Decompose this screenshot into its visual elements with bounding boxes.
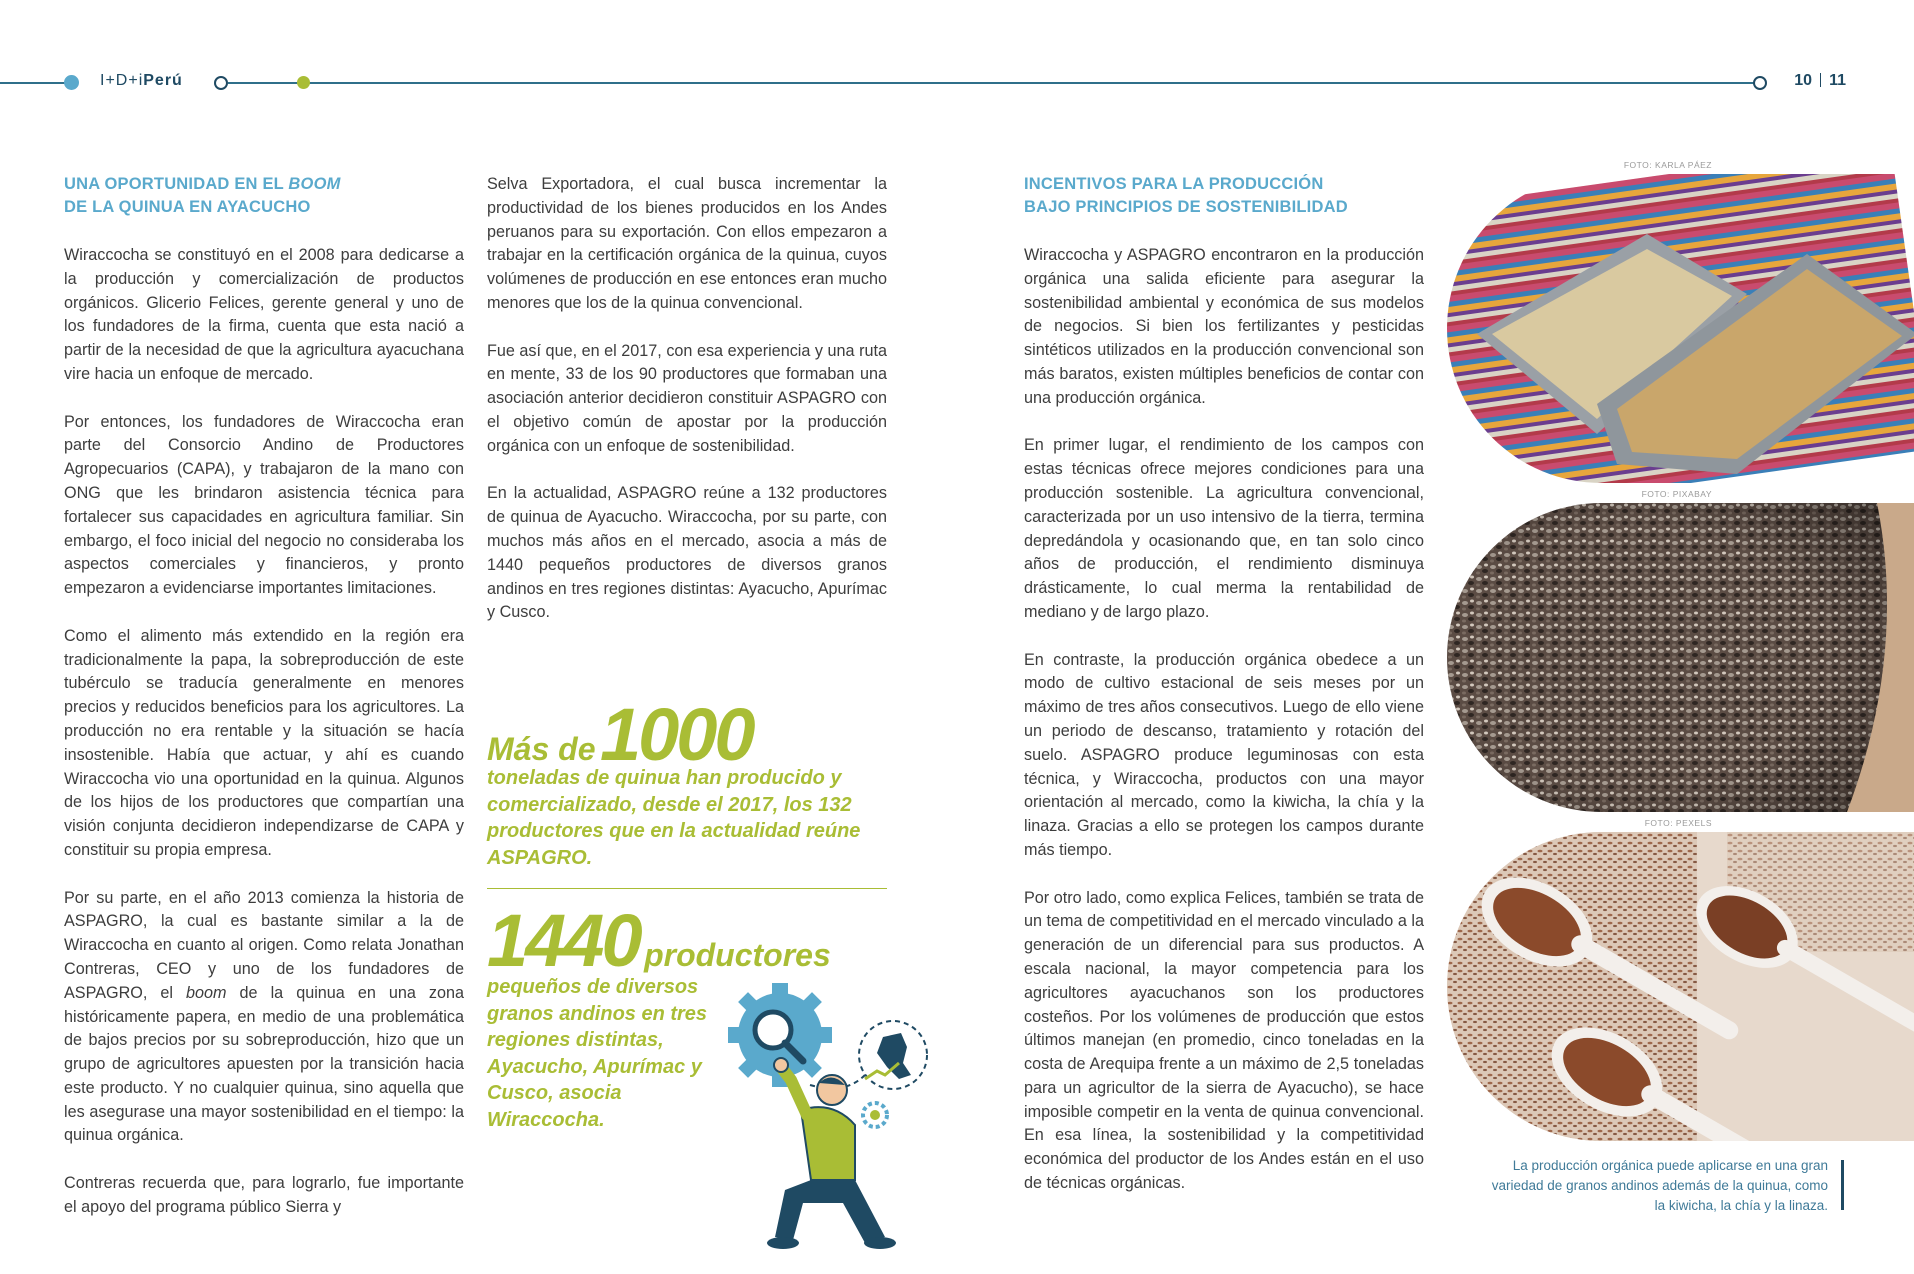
text: Por su parte, en el año 2013 comienza la historia de ASPAGRO, la cual es bastante similar a la de Wiraccocha en cuanto al origen. Como relata Jonathan Contreras, CEO y uno de los fundadores de ASPAGRO, el <box>64 888 464 1002</box>
paragraph: Wiraccocha se constituyó en el 2008 para dedicarse a la producción y comercialización de productos orgánicos. Glicerio Felices, gerente general y uno de los fundadores de la firma, cuenta que esta nació a partir de la necesidad de que la agricultura ayacuchana vire hacia un enfoque de mercado. <box>64 246 464 383</box>
quinoa-scoops-photo <box>1447 174 1914 483</box>
left-column <box>64 244 464 1243</box>
paragraph: En contraste, la producción orgánica obedece a un modo de cultivo estacional de seis meses por un máximo de tres años consecutivos. Luego de ello viene un periodo de descanso, tratamiento y rotación del suelo. ASPAGRO produce leguminosas con esta técnica, y Wiraccocha, productos con una mayor orientación al mercado, como la kiwicha, la chía y la linaza. Gracias a ello se protegen los campos durante más tiempo. <box>1024 650 1424 859</box>
photo-credit: FOTO: KARLA PÁEZ <box>1623 160 1712 170</box>
right-column <box>1024 244 1424 1220</box>
paragraph <box>64 887 464 1149</box>
peru-map-icon <box>859 1021 927 1089</box>
page-right: 11 <box>1829 72 1846 89</box>
chia-seeds-photo <box>1447 503 1914 812</box>
stat-2-number: 1440 <box>487 899 640 982</box>
brand-prefix: I+D+i <box>100 72 144 89</box>
header-rule <box>0 82 72 84</box>
page-left: 10 <box>1794 72 1813 89</box>
heading-text: DE LA QUINUA EN AYACUCHO <box>64 198 311 216</box>
stat-2-headline <box>487 899 831 982</box>
paragraph: En la actualidad, ASPAGRO reúne a 132 productores de quinua de Ayacucho. Wiraccocha, por su parte, con muchos más años en el mercado, asocia a más de 1440 pequeños productores de diversos granos andinos en tres regiones distintas: Ayacucho, Apurímac y Cusco. <box>487 484 887 622</box>
text: de la quinua en una zona históricamente papera, en medio de una problemática de bajos precios por su sobreproducción, hizo que un grupo de agricultores apuesten por la transición hacia este producto. Y no cualquier quinua, sino aquella que les asegurase una mayor sostenibilidad en el tiempo: la quinua orgánica. <box>64 983 464 1145</box>
stat-2-suffix: productores <box>644 937 831 973</box>
section-heading-incentivos <box>1024 173 1348 219</box>
paragraph: Fue así que, en el 2017, con esa experiencia y una ruta en mente, 33 de los 90 productores que formaban una asociación anterior decidieron constituir ASPAGRO con el objetivo común de apostar por la producción orgánica con un enfoque de sostenibilidad. <box>487 341 887 455</box>
header-dot-ring <box>214 76 228 90</box>
header-dot-ring-right <box>1753 76 1767 90</box>
paragraph: Wiraccocha y ASPAGRO encontraron en la producción orgánica una salida eficiente para asegurar la sostenibilidad ambiental y económica de sus modelos de negocios. Si bien los fertilizantes y pesticidas sintéticos utilizados en la producción convencional son más baratos, existen múltiples beneficios de contar con una producción orgánica. <box>1024 246 1424 407</box>
stat-divider <box>487 888 887 889</box>
section-heading-boom <box>64 173 341 219</box>
caption-accent-bar <box>1841 1160 1844 1210</box>
heading-text: BAJO PRINCIPIOS DE SOSTENIBILIDAD <box>1024 198 1348 216</box>
photo-credit: FOTO: PEXELS <box>1644 818 1712 828</box>
stat-1-description: toneladas de quinua han producido y comercializado, desde el 2017, los 132 productores que en la actualidad reúne ASPAGRO. <box>487 767 861 869</box>
brand-name: Perú <box>143 72 183 89</box>
photo-caption: La producción orgánica puede aplicarse en una gran variedad de granos andinos además de la quinua, como la kiwicha, la chía y la linaza. <box>1491 1158 1828 1213</box>
stat-1-number: 1000 <box>599 693 753 776</box>
header-rule-main <box>228 82 1756 84</box>
farmer-illustration <box>715 975 935 1255</box>
stat-2-description: pequeños de diversos granos andinos en tres regiones distintas, Ayacucho, Apurímac y Cusco, asocia Wiraccocha. <box>487 976 708 1131</box>
photo-credit: FOTO: PIXABAY <box>1641 489 1712 499</box>
paragraph: Como el alimento más extendido en la región era tradicionalmente la papa, la sobreproducción de este tubérculo se traducía generalmente en menores precios y reducidos beneficios para los agricultores. La producción no era rentable y la situación se hacía insostenible. Había que actuar, y ahí es cuando Wiraccocha vio una oportunidad en la quinua. Algunos de los hijos de los productores que compartían una visión conjunta decidieron independizarse de CAPA y constituir su propia empresa. <box>64 626 464 859</box>
header-dot-blue <box>64 75 79 90</box>
text-italic: boom <box>186 983 227 1002</box>
heading-text: UNA OPORTUNIDAD EN EL <box>64 175 289 193</box>
page-numbers <box>1794 72 1846 90</box>
header-dot-green <box>297 76 310 89</box>
brand-logo <box>100 72 183 90</box>
stat-1-headline <box>487 693 753 776</box>
stat-1-prefix: Más de <box>487 731 596 767</box>
flaxseed-spoons-photo <box>1447 832 1914 1141</box>
paragraph: Por entonces, los fundadores de Wiraccocha eran parte del Consorcio Andino de Productores Agropecuarios (CAPA), y trabajaron de la mano con ONG que les brindaron asistencia técnica para fortalecer sus capacidades en agricultura familiar. Sin embargo, el foco inicial del negocio no consideraba los aspectos comerciales y financieros, y pronto empezaron a evidenciarse importantes limitaciones. <box>64 412 464 598</box>
paragraph: Contreras recuerda que, para lograrlo, fue importante el apoyo del programa público Sierra y <box>64 1174 464 1216</box>
middle-column <box>487 173 887 649</box>
paragraph: En primer lugar, el rendimiento de los campos con estas técnicas ofrece mejores condiciones para una producción sostenible. La agricultura convencional, caracterizada por un uso intensivo de la tierra, termina depredándola y ocasionando que, en tan solo cinco años de producción, el rendimiento disminuya drásticamente, lo cual merma la rentabilidad de mediano y de largo plazo. <box>1024 436 1424 621</box>
paragraph: Por otro lado, como explica Felices, también se trata de un tema de competitividad en el mercado vinculado a la generación de un diferencial para sus productos. A escala nacional, la mayor competencia para los agricultores ayacuchanos son los productores costeños. Por los volúmenes de producción que estos últimos manejan (en promedio, cinco toneladas en la costa de Arequipa frente a un máximo de 2,5 toneladas para un agricultor de la sierra de Ayacucho), se hace imposible competir en la venta de quinua convencional. En esa línea, la sostenibilidad y la competitividad económica del productor de los Andes están en el uso de técnicas orgánicas. <box>1024 888 1424 1193</box>
heading-text: INCENTIVOS PARA LA PRODUCCIÓN <box>1024 175 1324 193</box>
heading-italic: BOOM <box>288 175 341 193</box>
small-gear-icon <box>863 1103 887 1127</box>
paragraph: Selva Exportadora, el cual busca incrementar la productividad de los bienes producidos en los Andes peruanos para su exportación. Con ellos empezaron a trabajar en la certificación orgánica de la quinua, cuyos volúmenes de producción en ese entonces eran mucho menores que los de la quinua convencional. <box>487 175 887 312</box>
